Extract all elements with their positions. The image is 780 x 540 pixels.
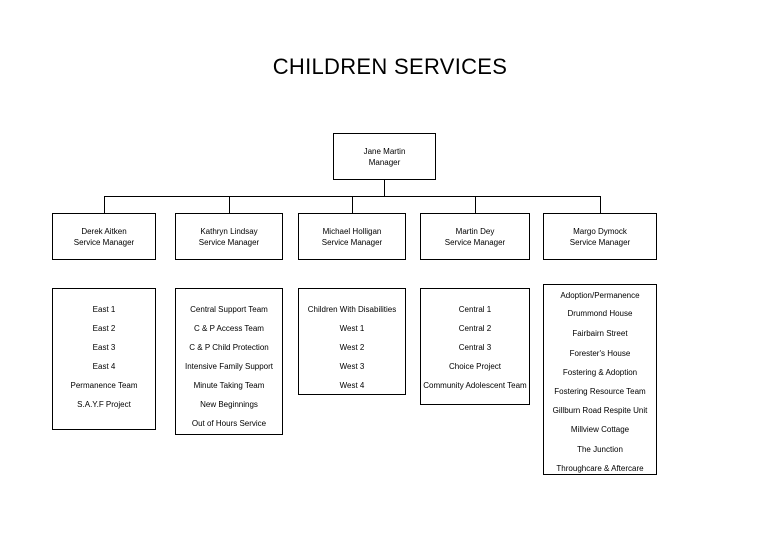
team-item: C & P Access Team <box>194 324 264 333</box>
connector-drop-2 <box>229 196 230 213</box>
service-manager-name: Derek Aitken <box>81 226 127 236</box>
team-item: Central 1 <box>458 305 492 314</box>
service-manager-box-5 <box>543 213 657 260</box>
top-manager-box <box>333 133 436 180</box>
team-item: East 1 <box>92 305 116 314</box>
team-list-2 <box>175 288 283 435</box>
connector-drop-5 <box>600 196 601 213</box>
service-manager-name: Martin Dey <box>455 226 495 236</box>
team-item: Gillburn Road Respite Unit <box>552 406 648 415</box>
team-item: Millview Cottage <box>570 425 630 434</box>
connector-drop-3 <box>352 196 353 213</box>
team-item: Central Support Team <box>190 305 268 314</box>
team-item: Fostering & Adoption <box>562 368 638 377</box>
team-item: West 2 <box>339 343 365 352</box>
team-list-4 <box>420 288 530 405</box>
team-item: Central 3 <box>458 343 492 352</box>
service-manager-name: Margo Dymock <box>573 226 627 236</box>
service-manager-box-2 <box>175 213 283 260</box>
team-item: Choice Project <box>448 362 502 371</box>
service-manager-role: Service Manager <box>321 237 383 247</box>
team-item: S.A.Y.F Project <box>77 400 131 409</box>
team-item: The Junction <box>577 445 623 454</box>
team-item: East 4 <box>92 362 116 371</box>
team-item: East 2 <box>92 324 116 333</box>
team-item: New Beginnings <box>200 400 258 409</box>
team-list-3 <box>298 288 406 395</box>
service-manager-box-4 <box>420 213 530 260</box>
team-item: Intensive Family Support <box>184 362 274 371</box>
team-list-5 <box>543 284 657 475</box>
team-item: Permanence Team <box>70 381 138 390</box>
service-manager-name: Kathryn Lindsay <box>200 226 258 236</box>
team-item: Fostering Resource Team <box>554 387 646 396</box>
service-manager-role: Service Manager <box>569 237 631 247</box>
team-item: Children With Disabilities <box>307 305 397 314</box>
team-item: East 3 <box>92 343 116 352</box>
connector-top-vertical <box>384 180 385 197</box>
service-manager-role: Service Manager <box>73 237 135 247</box>
top-manager-role: Manager <box>368 157 401 167</box>
service-manager-role: Service Manager <box>444 237 506 247</box>
team-item: Central 2 <box>458 324 492 333</box>
team-item: Minute Taking Team <box>193 381 265 390</box>
team-item: Adoption/Permanence <box>560 291 640 300</box>
service-manager-name: Michael Holligan <box>322 226 382 236</box>
team-list-1 <box>52 288 156 430</box>
connector-drop-4 <box>475 196 476 213</box>
team-item: West 3 <box>339 362 365 371</box>
page-title: CHILDREN SERVICES <box>272 54 508 79</box>
service-manager-role: Service Manager <box>198 237 260 247</box>
team-item: Out of Hours Service <box>191 419 267 428</box>
service-manager-box-1 <box>52 213 156 260</box>
team-item: West 1 <box>339 324 365 333</box>
top-manager-name: Jane Martin <box>363 146 406 156</box>
team-item: Throughcare & Aftercare <box>556 464 644 473</box>
team-item: West 4 <box>339 381 365 390</box>
service-manager-box-3 <box>298 213 406 260</box>
team-item: Drummond House <box>567 309 633 318</box>
team-item: C & P Child Protection <box>189 343 269 352</box>
team-item: Fairbairn Street <box>572 329 628 338</box>
connector-drop-1 <box>104 196 105 213</box>
team-item: Community Adolescent Team <box>423 381 527 390</box>
team-item: Forester's House <box>569 349 631 358</box>
